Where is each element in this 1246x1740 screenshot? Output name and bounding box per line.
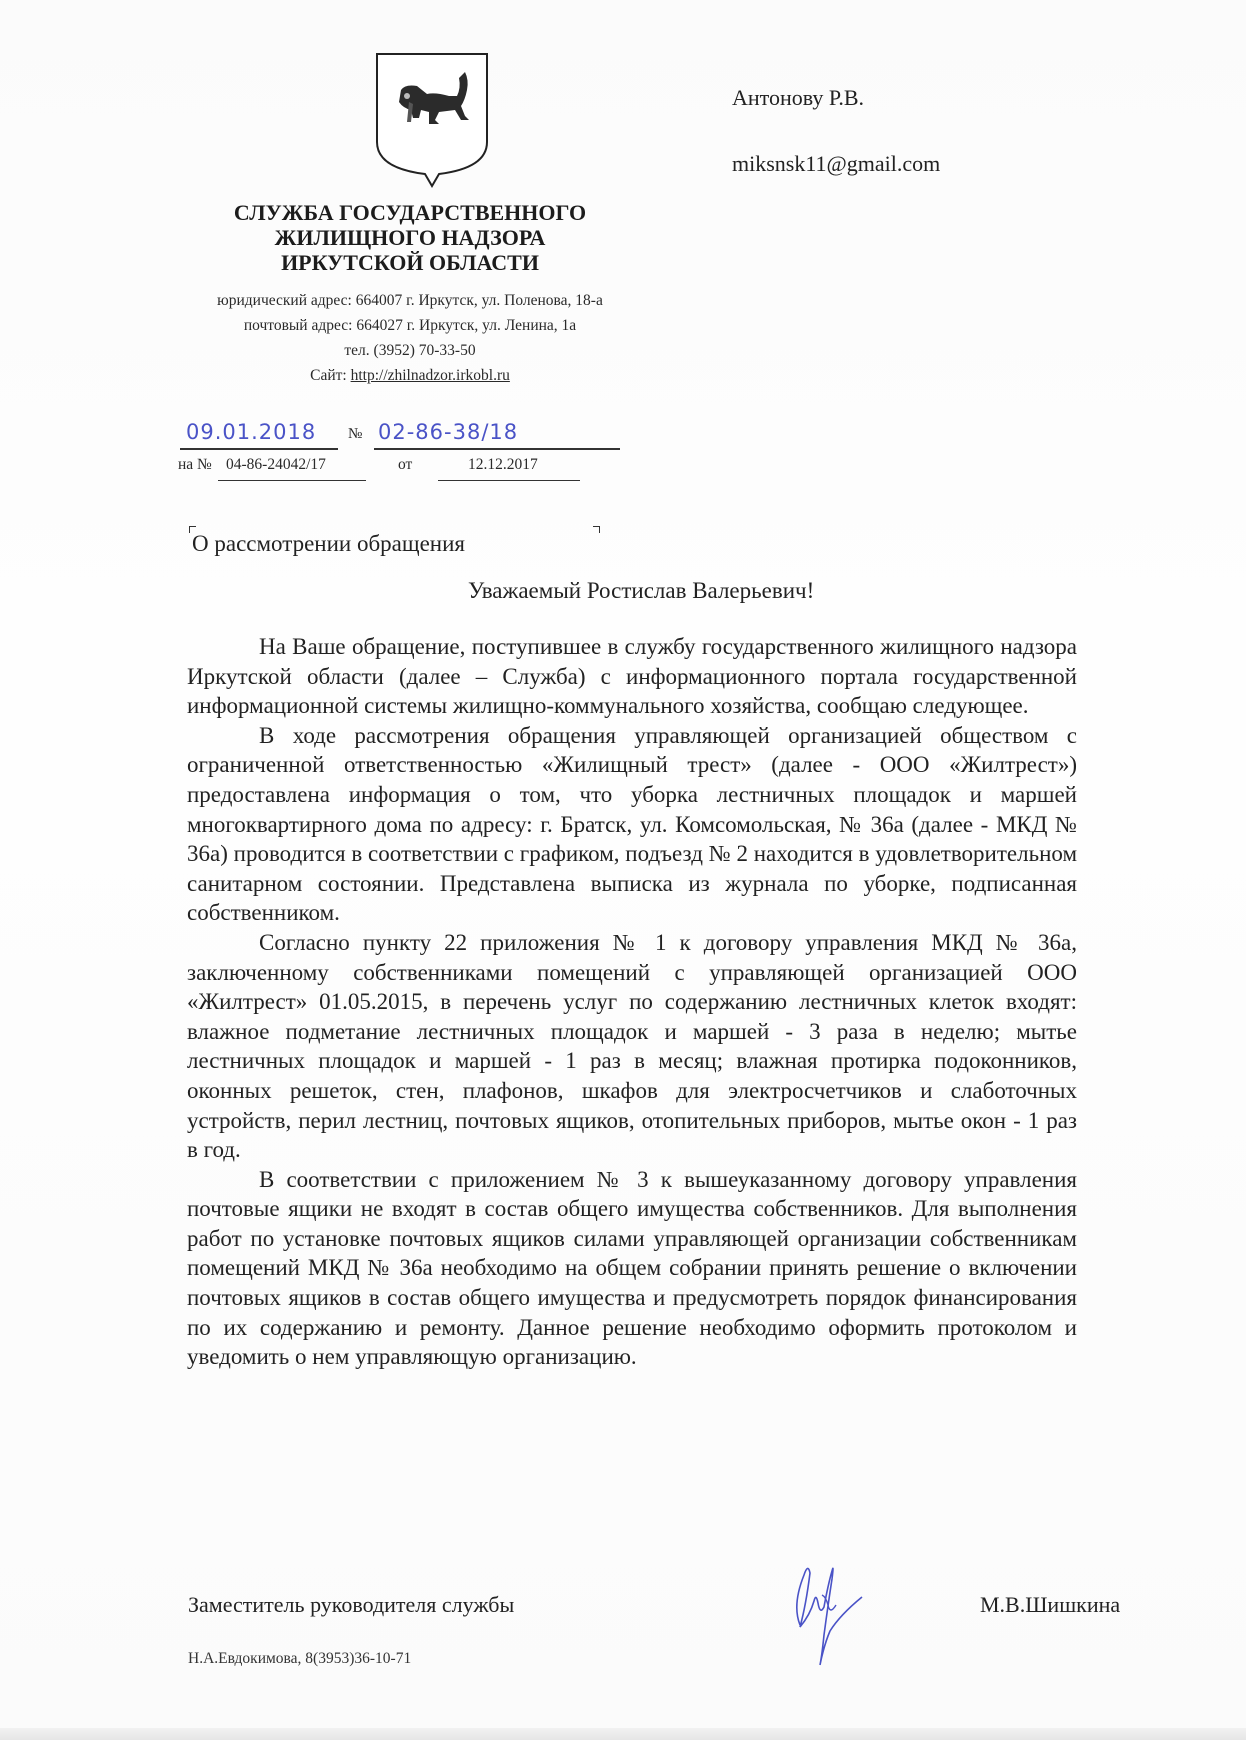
letter-body	[187, 632, 1077, 1372]
phone: тел. (3952) 70-33-50	[344, 342, 476, 359]
handwritten-signature-icon	[770, 1545, 870, 1670]
legal-address: юридический адрес: 664007 г. Иркутск, ул. Поленова, 18-а	[217, 292, 603, 309]
recipient-name: Антонову Р.В.	[732, 85, 865, 110]
executor-contact: Н.А.Евдокимова, 8(3953)36-10-71	[188, 1650, 412, 1667]
signer-title: Заместитель руководителя службы	[188, 1592, 515, 1617]
body-paragraph-4: В соответствии с приложением № 3 к вышеуказанному договору управления почтовые ящики не входят в состав общего имущества собственников. Для выполнения работ по установке почтовых ящиков силами управляющей организации собственникам помещений МКД № 36а необходимо на общем собрании принять решение о включении почтовых ящиков в состав общего имущества и предусмотреть порядок финансирования по их содержанию и ремонту. Данное решение необходимо оформить протоколом и уведомить о нем управляющую организацию.	[187, 1166, 1077, 1370]
from-label: от	[398, 456, 413, 473]
signer-name: М.В.Шишкина	[980, 1592, 1121, 1617]
date-underline-2	[438, 480, 580, 481]
body-paragraph-1: На Ваше обращение, поступившее в службу государственного жилищного надзора Иркутской области (далее – Служба) с информационного портала государственной информационной системы жилищно-коммунального хозяйства, сообщаю следующее.	[187, 634, 1077, 719]
registration-date: 09.01.2018	[186, 420, 317, 444]
organization-contacts	[180, 288, 640, 388]
in-reply-date: 12.12.2017	[468, 456, 538, 473]
in-reply-label: на №	[178, 456, 212, 473]
website-label: Сайт:	[310, 367, 351, 384]
registration-number: 02-86-38/18	[378, 420, 519, 444]
recipient-email: miksnsk11@gmail.com	[732, 151, 941, 176]
body-paragraph-3: Согласно пункту 22 приложения № 1 к договору управления МКД № 36а, заключенному собственниками помещений с управляющей организацией ООО «Жилтрест» 01.05.2015, в перечень услуг по содержанию лестничных клеток входят: влажное подметание лестничных площадок и маршей - 3 раза в неделю; мытье лестничных площадок и маршей - 1 раз в месяц; влажная протирка подоконников, оконных решеток, стен, плафонов, шкафов для электросчетчиков и слаботочных устройств, перил лестниц, почтовых ящиков, отопительных приборов, мытье окон - 1 раз в год.	[187, 929, 1077, 1163]
in-reply-underline	[218, 480, 366, 481]
irkutsk-coat-of-arms-icon	[373, 50, 491, 190]
website-link[interactable]: http://zhilnadzor.irkobl.ru	[350, 367, 510, 384]
scan-edge	[0, 1728, 1246, 1740]
website	[180, 363, 640, 388]
org-name-line-2: ЖИЛИЩНОГО НАДЗОРА	[274, 225, 546, 250]
body-paragraph-2: В ходе рассмотрения обращения управляющей организацией обществом с ограниченной ответственностью «Жилищный трест» (далее - ООО «Жилтрест») предоставлена информация о том, что уборка лестничных площадок и маршей многоквартирного дома по адресу: г. Братск, ул. Комсомольская, № 36а (далее - МКД № 36а) проводится в соответствии с графиком, подъезд № 2 находится в удовлетворительном санитарном состоянии. Представлена выписка из журнала по уборке, подписанная собственником.	[187, 722, 1077, 926]
org-name-line-1: СЛУЖБА ГОСУДАРСТВЕННОГО	[233, 200, 587, 225]
date-underline	[180, 448, 338, 450]
registration-row	[180, 420, 620, 450]
salutation: Уважаемый Ростислав Валерьевич!	[468, 578, 815, 603]
subject-bracket-right	[593, 526, 600, 533]
org-name-line-3: ИРКУТСКОЙ ОБЛАСТИ	[281, 250, 539, 275]
number-sign: №	[348, 426, 363, 442]
postal-address: почтовый адрес: 664027 г. Иркутск, ул. Ленина, 1а	[243, 317, 577, 334]
organization-name	[180, 200, 640, 275]
number-underline	[374, 448, 620, 450]
letter-subject: О рассмотрении обращения	[192, 531, 465, 556]
in-reply-number: 04-86-24042/17	[226, 456, 326, 473]
reference-row	[178, 456, 618, 484]
